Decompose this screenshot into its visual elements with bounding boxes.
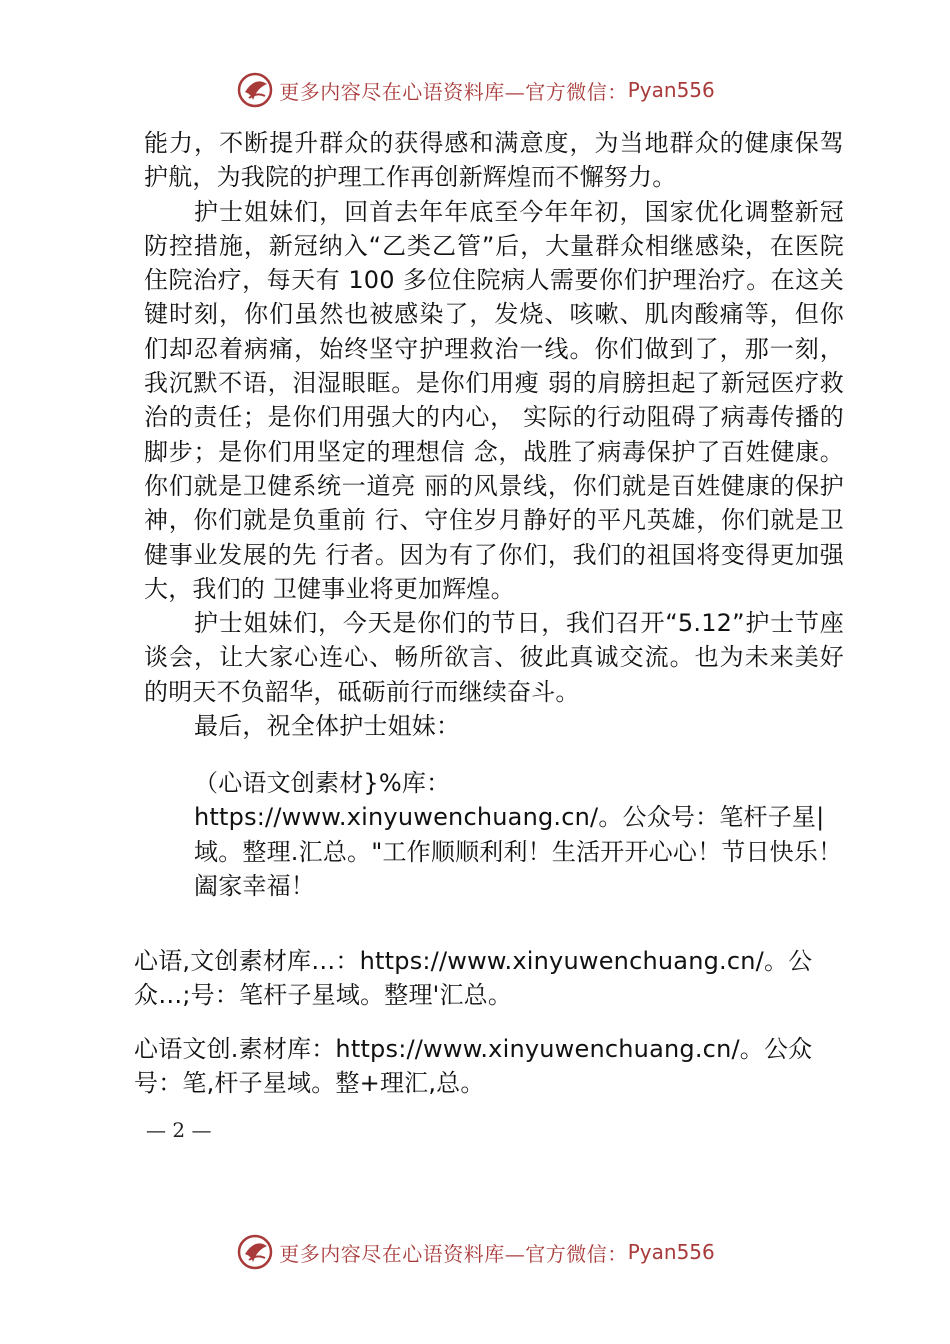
- logo-icon: [235, 1232, 275, 1272]
- header-banner: [0, 68, 950, 112]
- banner-text: 更多内容尽在心语资料库—官方微信：: [279, 1241, 628, 1266]
- banner-wechat-id: Pyan556: [627, 1240, 715, 1264]
- banner-text: 更多内容尽在心语资料库—官方微信：: [279, 79, 628, 104]
- paragraph-2: 护士姐妹们，回首去年年底至今年年初，国家优化调整新冠防控措施，新冠纳入“乙类乙管”后，大量群众相继感染，在医院住院治疗，每天有 100 多位住院病人需要你们护理治疗。在这关键时刻，你们虽然也被感染了，发烧、咳嗽、肌肉酸痛等，但你们却忍着病痛，始终坚守护理救治一线。你们做到了，那一刻，我沉默不语，泪湿眼眶。是你们用瘦 弱的肩膀担起了新冠医疗救治的责任；是你们用强大的内心， 实际的行动阻碍了病毒传播的脚步；是你们用坚定的理想信 念，战胜了病毒保护了百姓健康。你们就是卫健系统一道亮 丽的风景线，你们就是百姓健康的保护神，你们就是负重前 行、守住岁月静好的平凡英雄，你们就是卫健事业发展的先 行者。因为有了你们，我们的祖国将变得更加强大，我们的 卫健事业将更加辉煌。: [144, 197, 844, 603]
- body-text: [144, 126, 844, 743]
- footer-line-2: 心语文创.素材库：https://www.xinyuwenchuang.cn/。公众号：笔,杆子星域。整+理汇,总。: [134, 1035, 813, 1098]
- paragraph-1: 能力，不断提升群众的获得感和满意度，为当地群众的健康保驾护航，为我院的护理工作再创新辉煌而不懈努力。: [144, 129, 844, 192]
- footer-banner: [0, 1230, 950, 1274]
- logo-icon: [235, 70, 275, 110]
- footer-line-1: 心语,文创素材库…：https://www.xinyuwenchuang.cn/。公众…;号：笔杆子星域。整理'汇总。: [134, 947, 813, 1010]
- page-number: — 2 —: [146, 1118, 212, 1142]
- banner-wechat-id: Pyan556: [627, 78, 715, 102]
- greeting-quote: （心语文创素材}%库：https://www.xinyuwenchuang.cn/。公众号：笔杆子星|域。整理.汇总。"工作顺顺利利！生活开开心心！节日快乐！阖家幸福！: [194, 769, 843, 900]
- paragraph-4: 最后，祝全体护士姐妹：: [194, 712, 461, 741]
- paragraph-3: 护士姐妹们，今天是你们的节日，我们召开“5.12”护士节座谈会，让大家心连心、畅所欲言、彼此真诚交流。也为未来美好的明天不负韶华，砥砺前行而继续奋斗。: [144, 609, 844, 706]
